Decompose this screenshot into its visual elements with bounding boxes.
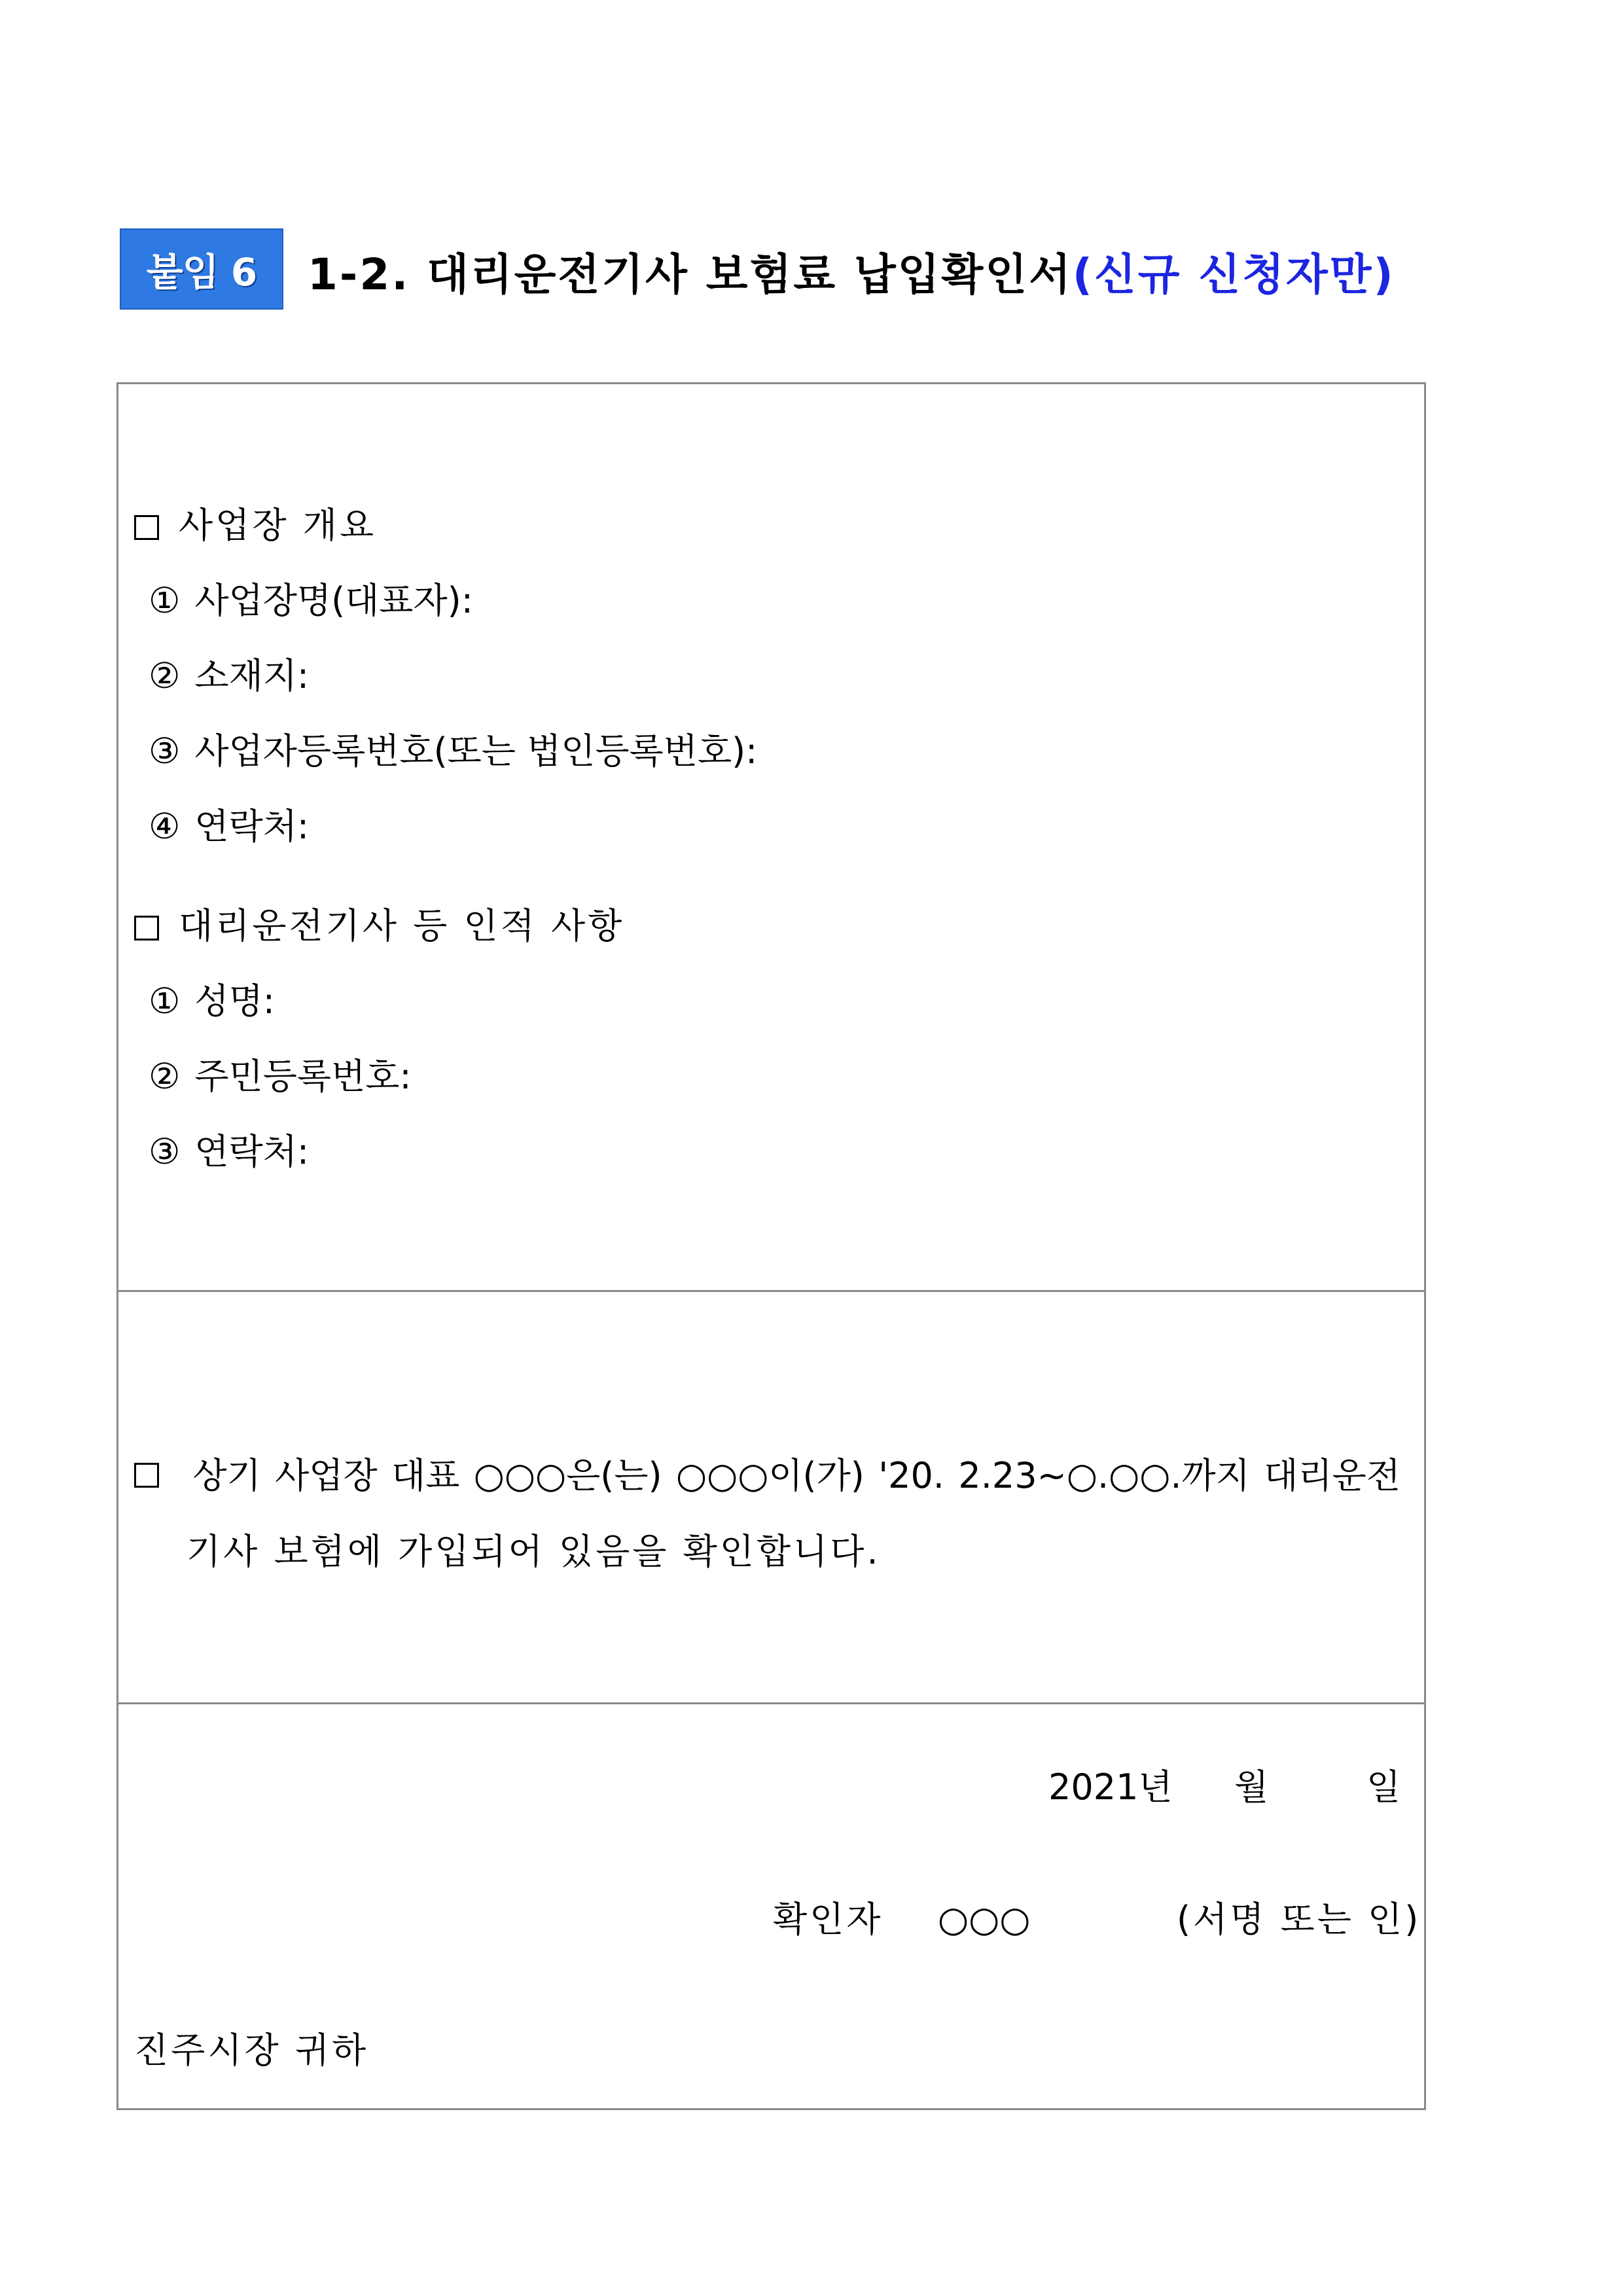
date-month: 월 bbox=[1234, 1767, 1269, 1808]
section-heading-driver: 대리운전기사 등 인적 사항 bbox=[134, 908, 624, 944]
statement-box bbox=[116, 1290, 1426, 1704]
signature-note: (서명 또는 인) bbox=[1177, 1899, 1421, 1940]
list-item: ③ 연락처: bbox=[149, 1131, 310, 1172]
section-heading-business: 사업장 개요 bbox=[134, 508, 376, 543]
confirmer-label: 확인자 bbox=[773, 1899, 883, 1940]
list-item: ② 소재지: bbox=[149, 655, 310, 696]
list-item: ① 성명: bbox=[149, 980, 275, 1022]
date-day: 일 bbox=[1366, 1767, 1401, 1808]
list-item: ④ 연락처: bbox=[149, 806, 310, 847]
attachment-badge: 붙임 6 bbox=[120, 228, 283, 310]
checkbox-square-icon bbox=[134, 515, 159, 540]
addressee: 진주시장 귀하 bbox=[134, 2030, 369, 2071]
title-subtitle: (신규 신청자만) bbox=[1072, 249, 1395, 300]
checkbox-square-icon bbox=[134, 916, 159, 941]
checkbox-square-icon bbox=[134, 1463, 159, 1488]
confirmation-statement: 상기 사업장 대표 ○○○은(는) ○○○이(가) '20. 2.23~○.○○.까지 대리운전 기사 보험에 가입되어 있음을 확인합니다. bbox=[134, 1438, 1400, 1590]
confirmer-name: ○○○ bbox=[938, 1899, 1031, 1940]
page-title bbox=[308, 249, 1395, 300]
info-section-box bbox=[116, 382, 1426, 1292]
title-main: 1-2. 대리운전기사 보험료 납입확인서 bbox=[308, 249, 1073, 300]
list-item: ② 주민등록번호: bbox=[149, 1056, 412, 1097]
date-year: 2021년 bbox=[1048, 1767, 1173, 1808]
list-item: ① 사업장명(대표자): bbox=[149, 580, 473, 621]
list-item: ③ 사업자등록번호(또는 법인등록번호): bbox=[149, 730, 758, 772]
signature-box bbox=[116, 1702, 1426, 2110]
